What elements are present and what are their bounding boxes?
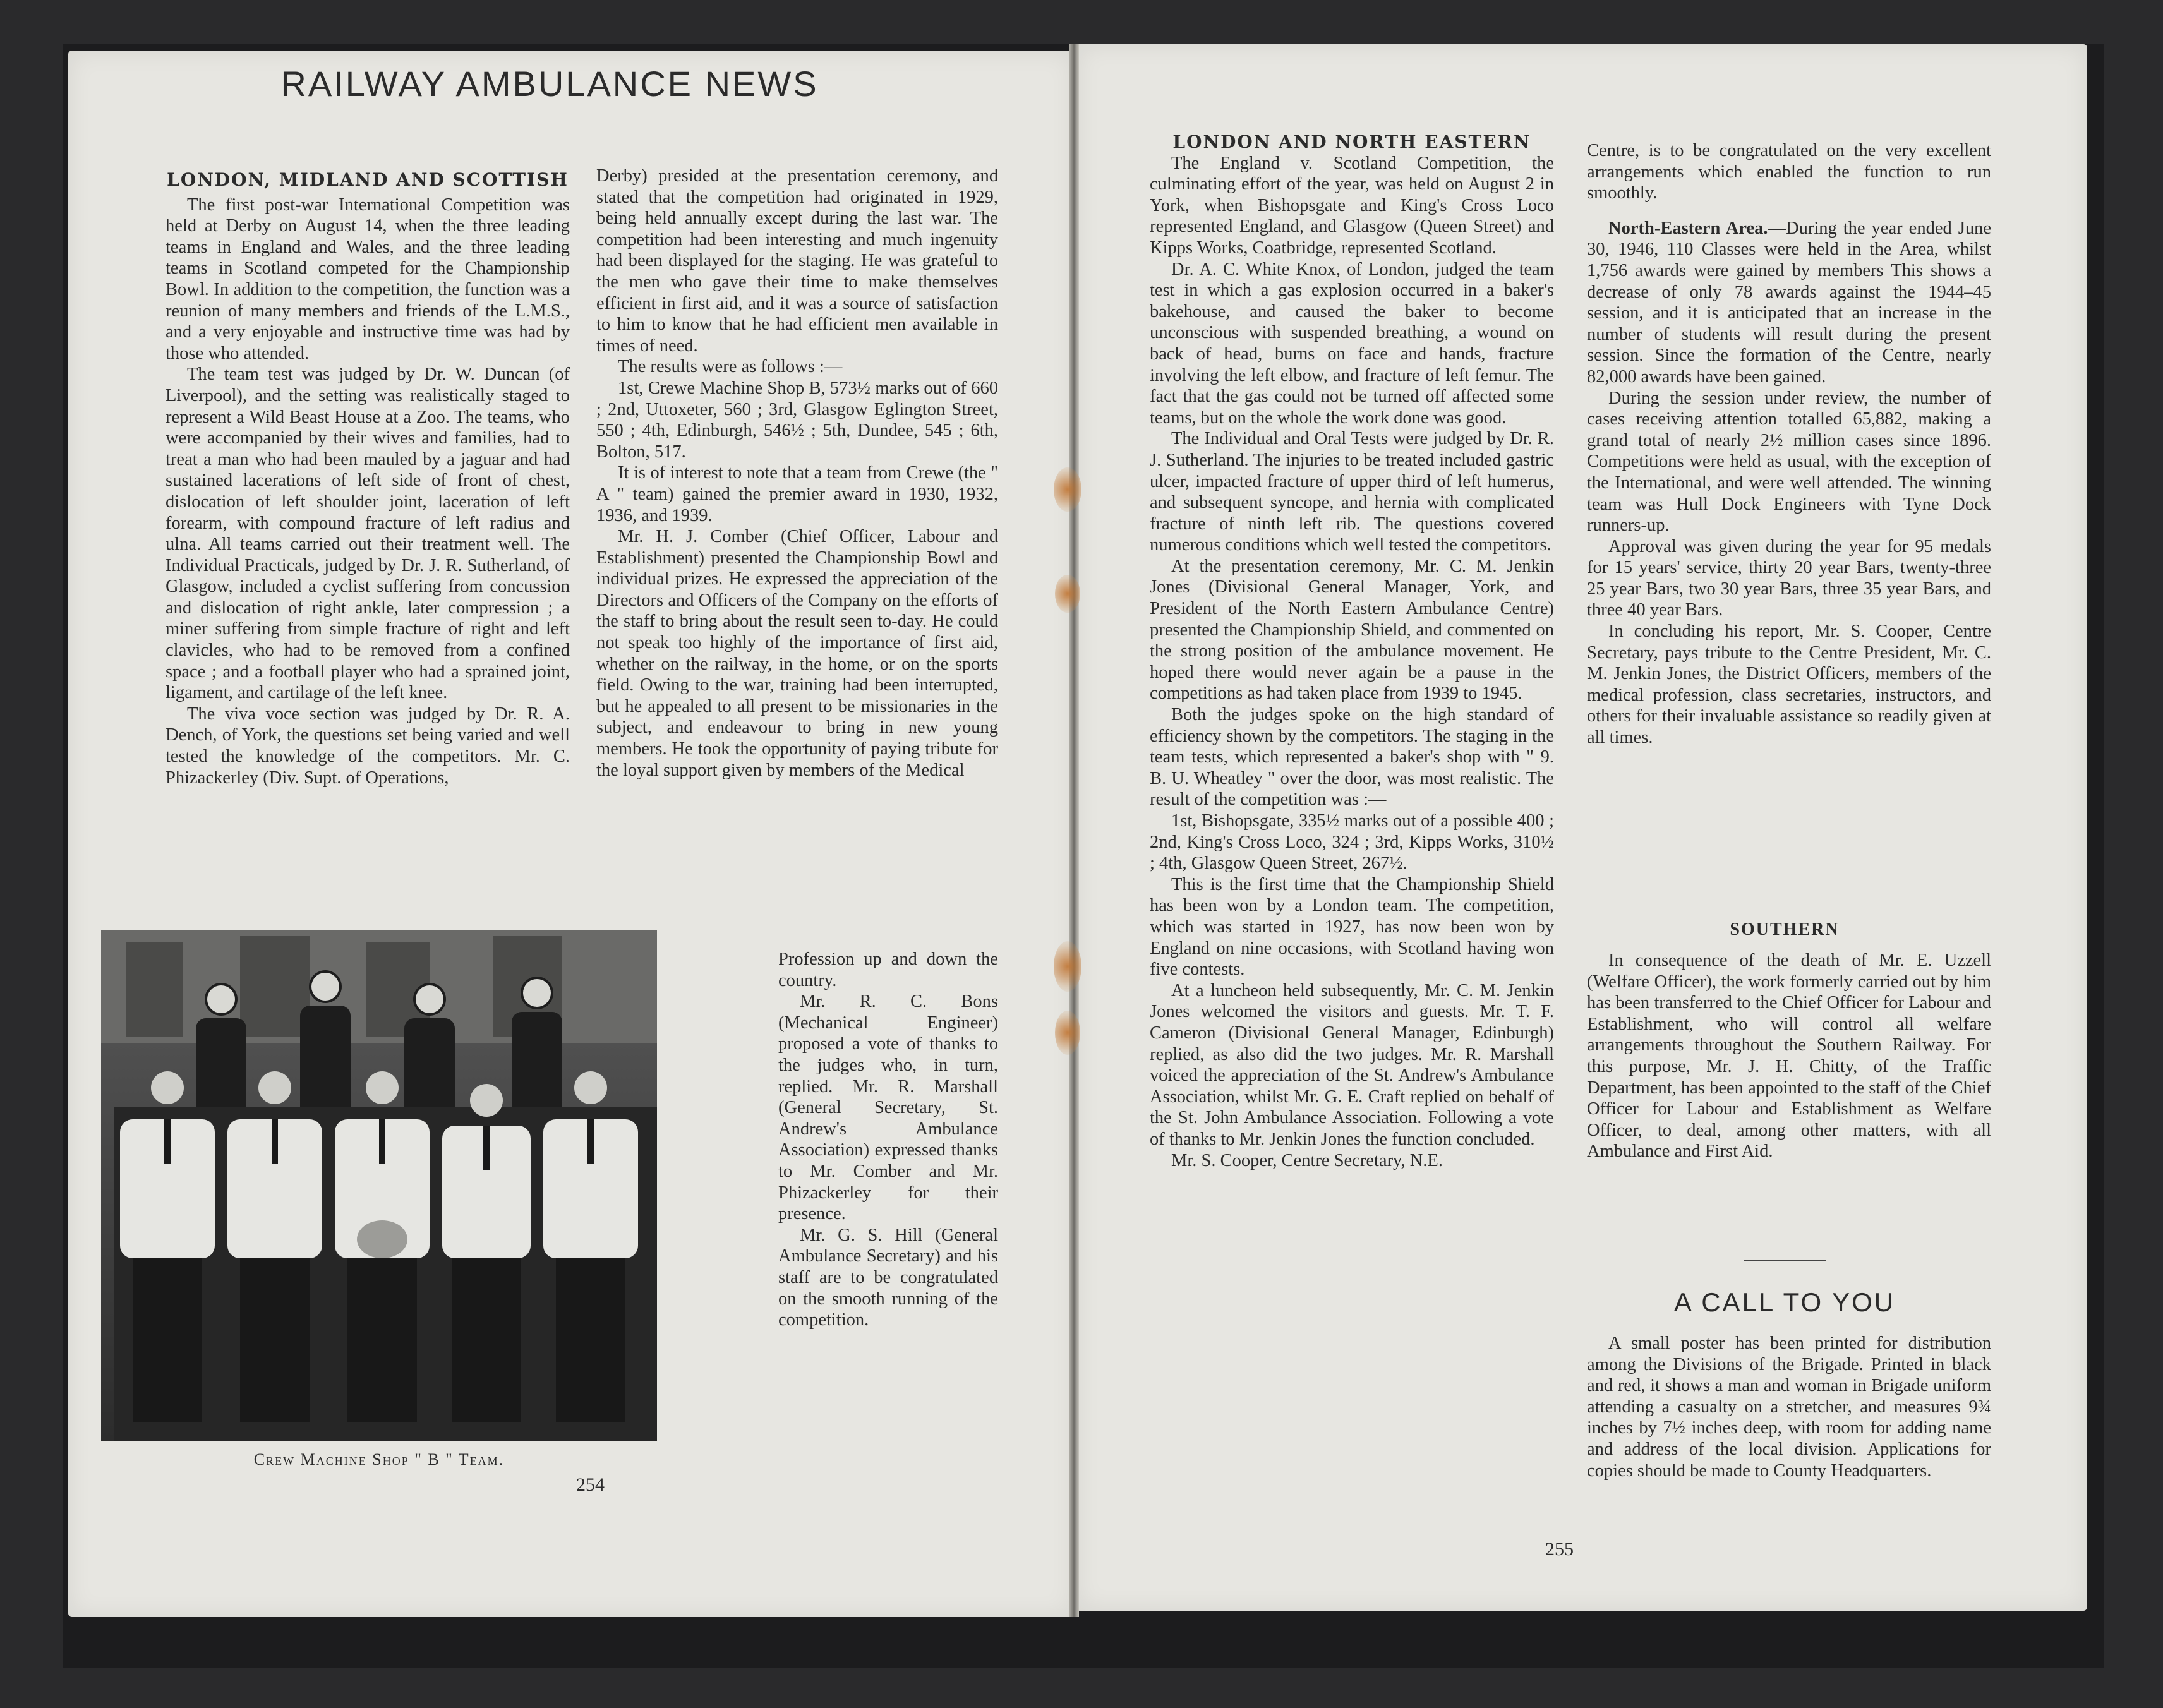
call-section	[1587, 1333, 1991, 1481]
team-photo-illustration	[101, 930, 657, 1441]
paragraph: The England v. Scotland Competition, the culminating effort of the year, was held on August 2 in York, when Bishopsgate and King's Cross Loco represented England, and Glasgow (Queen Street) and Kipps Works, Coatbridge, represented Scotland.	[1150, 153, 1554, 258]
rust-stain	[1055, 1011, 1080, 1055]
photo-caption: Crew Machine Shop " B " Team.	[253, 1450, 505, 1469]
ne-area-text: —During the year ended June 30, 1946, 110 Classes were held in the Area, whilst 1,756 awards were gained by members This shows a decrease of only 78 awards against the 1944–45 session, and it is anticipated that an increase in the number of students will result during the present session. Since the formation of the Centre, nearly 82,000 awards have been gained.	[1587, 218, 1991, 387]
paragraph: Approval was given during the year for 95 medals for 15 years' service, thirty 20 year Bars, twenty-three 25 year Bars, two 30 year Bars, three 35 year Bars, and three 40 year Bars.	[1587, 536, 1991, 620]
right-column-1	[1150, 131, 1554, 1171]
paragraph: The first post-war International Competition was held at Derby on August 14, when the three leading teams in England and Wales, and the three leading teams in Scotland competed for the Championship Bowl. In addition to the competition, the function was a reunion of many members and friends of the L.M.S., and a very enjoyable and instructive time was had by those who attended.	[166, 195, 570, 363]
right-column-2	[1587, 140, 1991, 749]
section-heading-call: A CALL TO YOU	[1673, 1287, 1896, 1317]
section-heading-southern: SOUTHERN	[1730, 920, 1840, 939]
team-photograph	[101, 930, 657, 1441]
left-column-2b	[778, 949, 998, 1331]
paragraph: The Individual and Oral Tests were judged by Dr. R. J. Sutherland. The injuries to be treated included gastric ulcer, impacted fracture of upper third of left humerus, and subsequent syncope, and hernia with complicated fracture of ninth left rib. The questions covered numerous conditions which well tested the competitors.	[1150, 429, 1554, 555]
paragraph: Dr. A. C. White Knox, of London, judged the team test in which a gas explosion occurred in a baker's bakehouse, and caused the baker to become unconscious with suspended breathing, a wound on back of head, burns on face and hands, fracture involving the left elbow, and fracture of left femur. The fact that the gas could not be turned off affected some teams, but on the whole the work done was good.	[1150, 259, 1554, 428]
paragraph: Mr. R. C. Bons (Mechanical Engineer) proposed a vote of thanks to the judges who, in turn, replied. Mr. R. Marshall (General Secretary, St. Andrew's Ambulance Association) expressed thanks to Mr. Comber and Mr. Phizackerley for their presence.	[778, 992, 998, 1224]
paragraph: Mr. G. S. Hill (General Ambulance Secretary) and his staff are to be congratulated on the smooth running of the competition.	[778, 1225, 998, 1330]
page-number-right: 255	[1545, 1539, 1574, 1560]
rust-stain	[1055, 575, 1080, 613]
paragraph: Mr. S. Cooper, Centre Secretary, N.E.	[1171, 1150, 1443, 1170]
page-title: RAILWAY AMBULANCE NEWS	[280, 64, 819, 104]
paragraph: Mr. H. J. Comber (Chief Officer, Labour and Establishment) presented the Championship Bowl and individual prizes. He expressed the appreciation of the Directors and Officers of the Company on the efforts of the staff to bring about the result seen to-day. He could not speak too highly of the importance of first aid, whether on the railway, in the home, or on the sports field. Owing to the war, training had been interrupted, but he appealed to all present to be missionaries in the subject, and endeavour to bring in new young members. He took the opportunity of paying tribute for the loyal support given by members of the Medical	[596, 527, 998, 780]
paragraph: 1st, Bishopsgate, 335½ marks out of a possible 400 ; 2nd, King's Cross Loco, 324 ; 3rd, Kipps Works, 310½ ; 4th, Glasgow Queen Street, 267½.	[1150, 811, 1554, 874]
paragraph: The viva voce section was judged by Dr. R. A. Dench, of York, the questions set being varied and well tested the knowledge of the competitors. Mr. C. Phizackerley (Div. Supt. of Operations,	[166, 704, 570, 788]
paragraph: At a luncheon held subsequently, Mr. C. M. Jenkin Jones welcomed the visitors and guests. Mr. T. F. Cameron (Divisional General Manager, Edinburgh) replied, as also did the two judges. Mr. R. Marshall voiced the appreciation of the St. Andrew's Ambulance Association, whilst Mr. G. E. Craft replied on behalf of the St. John Ambulance Association. Following a vote of thanks to Mr. Jenkin Jones the function concluded.	[1150, 980, 1554, 1149]
southern-section	[1587, 950, 1991, 1162]
paragraph: Centre, is to be congratulated on the very excellent arrangements which enabled the function to run smoothly.	[1587, 141, 1991, 203]
paragraph: A small poster has been printed for distribution among the Divisions of the Brigade. Printed in black and red, it shows a man and woman in Brigade uniform attending a casualty on a stretcher, and measures 9¾ inches by 7½ inches deep, with room for adding name and address of the local division. Applications for copies should be made to County Headquarters.	[1587, 1333, 1991, 1481]
rust-stain	[1054, 467, 1082, 512]
paragraph: In consequence of the death of Mr. E. Uzzell (Welfare Officer), the work formerly carried out by him has been transferred to the Chief Officer for Labour and Establishment, who will control all welfare arrangements throughout the Southern Railway. For this purpose, Mr. J. H. Chitty, of the Traffic Department, has been appointed to the staff of the Chief Officer for Labour and Establishment as Welfare Officer, to deal, among other matters, with all Ambulance and First Aid.	[1587, 951, 1991, 1162]
paragraph: At the presentation ceremony, Mr. C. M. Jenkin Jones (Divisional General Manager, York, and President of the North Eastern Ambulance Centre) presented the Championship Shield, and commented on the strong position of the ambulance movement. He hoped there would never again be a pause in the competitions as had taken place from 1939 to 1945.	[1150, 556, 1554, 704]
paragraph: 1st, Crewe Machine Shop B, 573½ marks out of 660 ; 2nd, Uttoxeter, 560 ; 3rd, Glasgow Eglington Street, 550 ; 4th, Edinburgh, 546½ ; 5th, Dundee, 545 ; 6th, Bolton, 517.	[596, 378, 998, 462]
paragraph: The team test was judged by Dr. W. Duncan (of Liverpool), and the setting was realistically staged to represent a Wild Beast House at a Zoo. The teams, who were accompanied by their wives and families, had to treat a man who had been mauled by a jaguar and had sustained lacerations of left side of front of chest, dislocation of left shoulder joint, laceration of left forearm, with compound fracture of left radius and ulna. All teams carried out their treatment well. The Individual Practicals, judged by Dr. J. R. Sutherland, of Glasgow, included a cyclist suffering from concussion and dislocation of right ankle, later compression ; a miner suffering from simple fracture of right and left clavicles, who had to be removed from a confined space ; and a football player who had a sprained joint, ligament, and cartilage of the left knee.	[166, 364, 570, 703]
rust-stain	[1054, 941, 1082, 992]
paragraph: The results were as follows :—	[618, 357, 843, 377]
left-column-1	[166, 169, 570, 788]
ne-area-label: North-Eastern Area.	[1608, 218, 1768, 238]
paragraph: Profession up and down the country.	[778, 949, 998, 990]
paragraph: It is of interest to note that a team from Crewe (the " A " team) gained the premier award in 1930, 1932, 1936, and 1939.	[596, 463, 998, 526]
paragraph: This is the first time that the Championship Shield has been won by a London team. The competition, which was started in 1927, has now been won by England on nine occasions, with Scotland having won five contests.	[1150, 874, 1554, 980]
paragraph: Derby) presided at the presentation ceremony, and stated that the competition had originated in 1929, being held annually except during the last war. The competition had been interesting and much ingenuity had been displayed for the staging. He was grateful to the men who gave their time to make themselves efficient in first aid, and it was a source of satisfaction to him to know that he had efficient men available in times of need.	[596, 166, 998, 356]
paragraph	[1587, 218, 1991, 388]
left-column-2	[596, 165, 998, 781]
paragraph: In concluding his report, Mr. S. Cooper, Centre Secretary, pays tribute to the Centre President, Mr. C. M. Jenkin Jones, the District Officers, members of the medical profession, class secretaries, instructors, and others for their invaluable assistance so readily given at all times.	[1587, 622, 1991, 748]
section-heading-lms: LONDON, MIDLAND AND SCOTTISH	[167, 169, 569, 190]
section-heading-lner: LONDON AND NORTH EASTERN	[1172, 131, 1531, 152]
paragraph: During the session under review, the number of cases receiving attention totalled 65,882, making a grand total of nearly 2½ million cases since 1896. Competitions were held as usual, with the exception of the International, and were well attended. The winning team was Hull Dock Engineers with Tyne Dock runners-up.	[1587, 388, 1991, 536]
paragraph: Both the judges spoke on the high standard of efficiency shown by the competitors. The staging in the team tests, which represented a baker's shop with " 9. B. U. Wheatley " over the door, was most realistic. The result of the competition was :—	[1150, 705, 1554, 810]
page-number-left: 254	[576, 1474, 605, 1495]
section-divider	[1744, 1260, 1826, 1261]
book-gutter	[1069, 44, 1079, 1617]
